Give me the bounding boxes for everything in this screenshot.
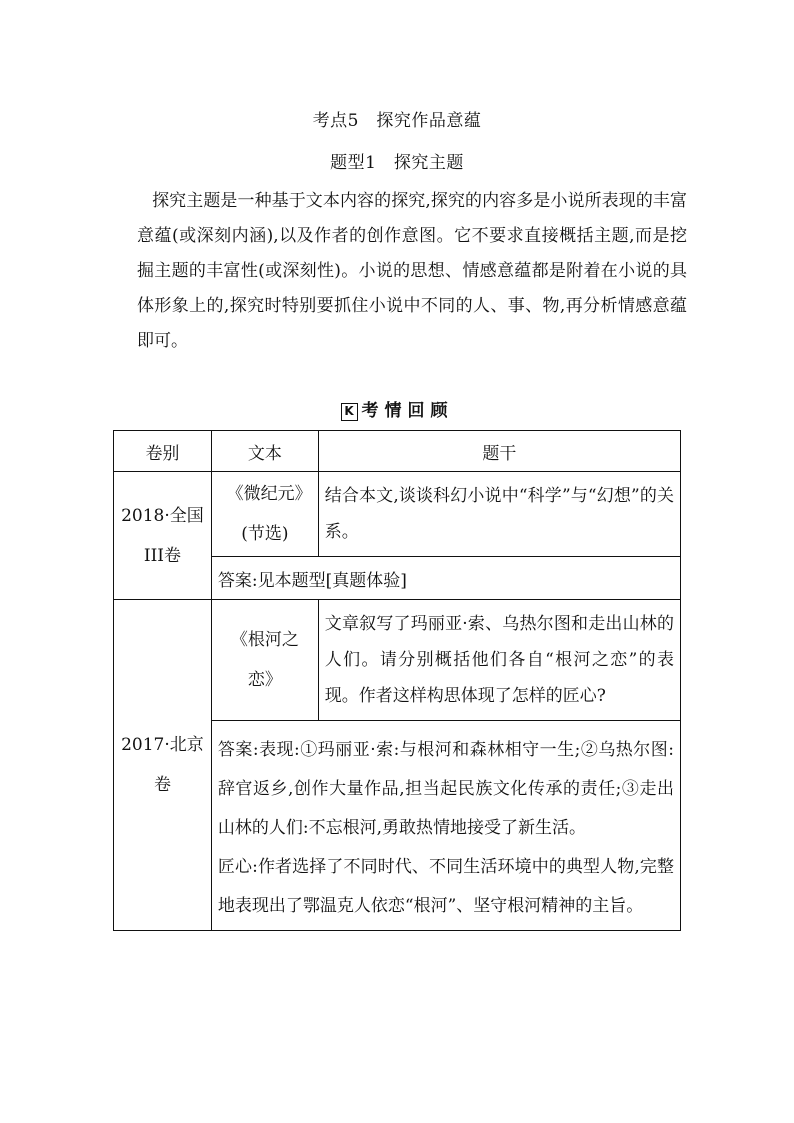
answer-part-2: 匠心:作者选择了不同时代、不同生活环境中的典型人物,完整地表现出了鄂温克人依恋“根河”、坚守根河精神的主旨。: [217, 857, 674, 916]
table-header-row: [114, 431, 681, 472]
cell-text: 《根河之恋》: [211, 600, 318, 721]
section-header: [0, 396, 794, 421]
exam-table: [113, 430, 681, 931]
cell-question: 结合本文,谈谈科幻小说中“科学”与“幻想”的关系。: [318, 472, 680, 557]
header-paper: 卷别: [114, 431, 212, 472]
table-row: [114, 472, 681, 557]
intro-paragraph: [137, 184, 687, 359]
header-question: 题干: [318, 431, 680, 472]
k-badge-icon: K: [341, 403, 358, 421]
cell-answer: 答案:见本题型[真题体验]: [211, 557, 680, 600]
cell-paper: 2018·全国III卷: [114, 472, 212, 600]
section-label: 考情回顾: [361, 401, 454, 421]
cell-answer: [211, 721, 680, 931]
cell-question: 文章叙写了玛丽亚·索、乌热尔图和走出山林的人们。请分别概括他们各自“根河之恋”的表现。作者这样构思体现了怎样的匠心?: [318, 600, 680, 721]
intro-text: 探究主题是一种基于文本内容的探究,探究的内容多是小说所表现的丰富意蕴(或深刻内涵),以及作者的创作意图。它不要求直接概括主题,而是挖掘主题的丰富性(或深刻性)。小说的思想、情感意蕴都是附着在小说的具体形象上的,探究时特别要抓住小说中不同的人、事、物,再分析情感意蕴即可。: [137, 191, 687, 351]
cell-text: 《微纪元》(节选): [211, 472, 318, 557]
page-title: 考点5 探究作品意蕴: [312, 111, 482, 131]
cell-paper: 2017·北京卷: [114, 600, 212, 931]
answer-part-1: 答案:表现:①玛丽亚·索:与根河和森林相守一生;②乌热尔图:辞官返乡,创作大量作品,担当起民族文化传承的责任;③走出山林的人们:不忘根河,勇敢热情地接受了新生活。: [217, 740, 674, 838]
table-row: [114, 600, 681, 721]
section-subtitle: 题型1 探究主题: [330, 153, 464, 173]
header-text: 文本: [211, 431, 318, 472]
